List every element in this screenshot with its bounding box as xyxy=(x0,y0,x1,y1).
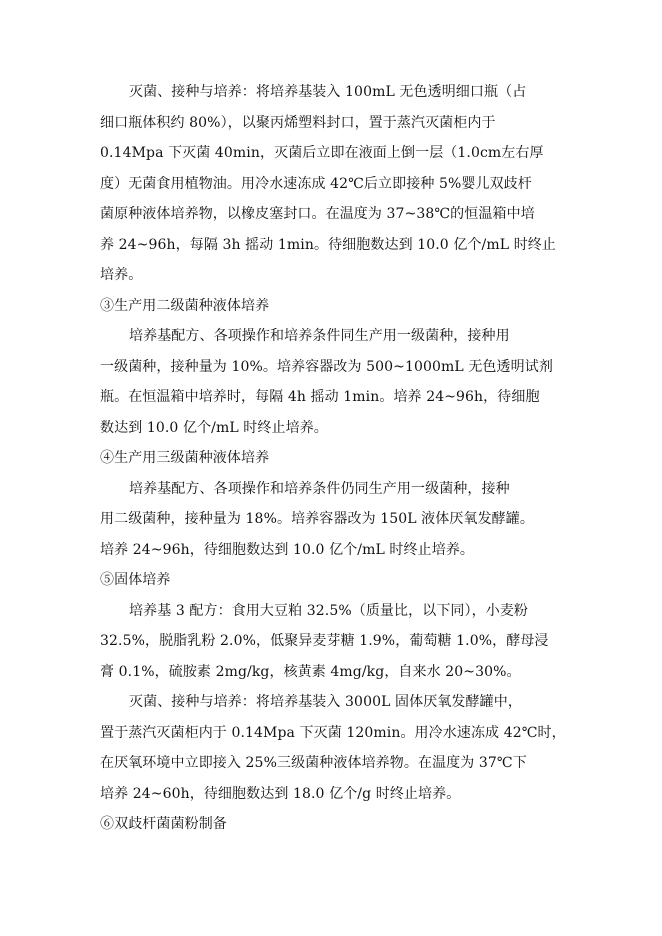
text-line: 培养。 xyxy=(100,267,143,283)
text-line: 培养基 3 配方：食用大豆粕 32.5%（质量比，以下同），小麦粉 xyxy=(129,602,529,619)
text-line: 养 24~96h，每隔 3h 摇动 1min。待细胞数达到 10.0 亿个/mL 时终止 xyxy=(100,236,556,253)
text-line: 灭菌、接种与培养：将培养基装入 3000L 固体厌氧发酵罐中， xyxy=(129,694,522,710)
section-heading xyxy=(100,565,562,596)
body-paragraph xyxy=(100,474,562,566)
text-line: ⑤固体培养 xyxy=(100,572,171,588)
text-line: 菌原种液体培养物，以橡皮塞封口。在温度为 37~38℃的恒温箱中培 xyxy=(100,206,535,222)
body-paragraph xyxy=(100,687,566,809)
text-line: ③生产用二级菌种液体培养 xyxy=(100,297,270,314)
text-line: 置于蒸汽灭菌柜内于 0.14Mpa 下灭菌 120min。用冷水速冻成 42℃时， xyxy=(100,724,566,741)
text-line: 0.14Mpa 下灭菌 40min，灭菌后立即在液面上倒一层（1.0cm左右厚 xyxy=(100,145,544,161)
section-heading xyxy=(100,443,562,474)
text-line: 培养基配方、各项操作和培养条件仍同生产用一级菌种，接种 xyxy=(129,480,510,497)
text-line: 培养基配方、各项操作和培养条件同生产用一级菌种，接种用 xyxy=(129,328,510,344)
body-paragraph xyxy=(100,77,562,291)
document-body xyxy=(100,77,566,840)
section-heading xyxy=(100,291,562,322)
text-line: ⑥双歧杆菌菌粉制备 xyxy=(100,816,227,832)
text-line: 度）无菌食用植物油。用冷水速冻成 42℃后立即接种 5%婴儿双歧杆 xyxy=(100,175,532,192)
body-paragraph xyxy=(100,596,562,688)
text-line: 一级菌种，接种量为 10%。培养容器改为 500~1000mL 无色透明试剂 xyxy=(100,358,553,375)
body-paragraph xyxy=(100,321,562,443)
section-heading xyxy=(100,809,562,840)
text-line: ④生产用三级菌种液体培养 xyxy=(100,450,270,466)
text-line: 32.5%，脱脂乳粉 2.0%，低聚异麦芽糖 1.9%，葡萄糖 1.0%，酵母浸 xyxy=(100,633,549,649)
text-line: 瓶。在恒温箱中培养时，每隔 4h 摇动 1min。培养 24~96h，待细胞 xyxy=(100,389,540,405)
text-line: 膏 0.1%，硫胺素 2mg/kg，核黄素 4mg/kg，自来水 20~30%。 xyxy=(100,663,521,680)
text-line: 用二级菌种，接种量为 18%。培养容器改为 150L 液体厌氧发酵罐。 xyxy=(100,511,534,527)
text-line: 灭菌、接种与培养：将培养基装入 100mL 无色透明细口瓶（占 xyxy=(129,84,527,100)
text-line: 培养 24~60h，待细胞数达到 18.0 亿个/g 时终止培养。 xyxy=(100,785,461,802)
text-line: 培养 24~96h，待细胞数达到 10.0 亿个/mL 时终止培养。 xyxy=(100,541,475,558)
text-line: 在厌氧环境中立即接入 25%三级菌种液体培养物。在温度为 37℃下 xyxy=(100,755,527,771)
text-line: 数达到 10.0 亿个/mL 时终止培养。 xyxy=(100,419,328,436)
text-line: 细口瓶体积约 80%），以聚丙烯塑料封口，置于蒸汽灭菌柜内于 xyxy=(100,114,496,131)
